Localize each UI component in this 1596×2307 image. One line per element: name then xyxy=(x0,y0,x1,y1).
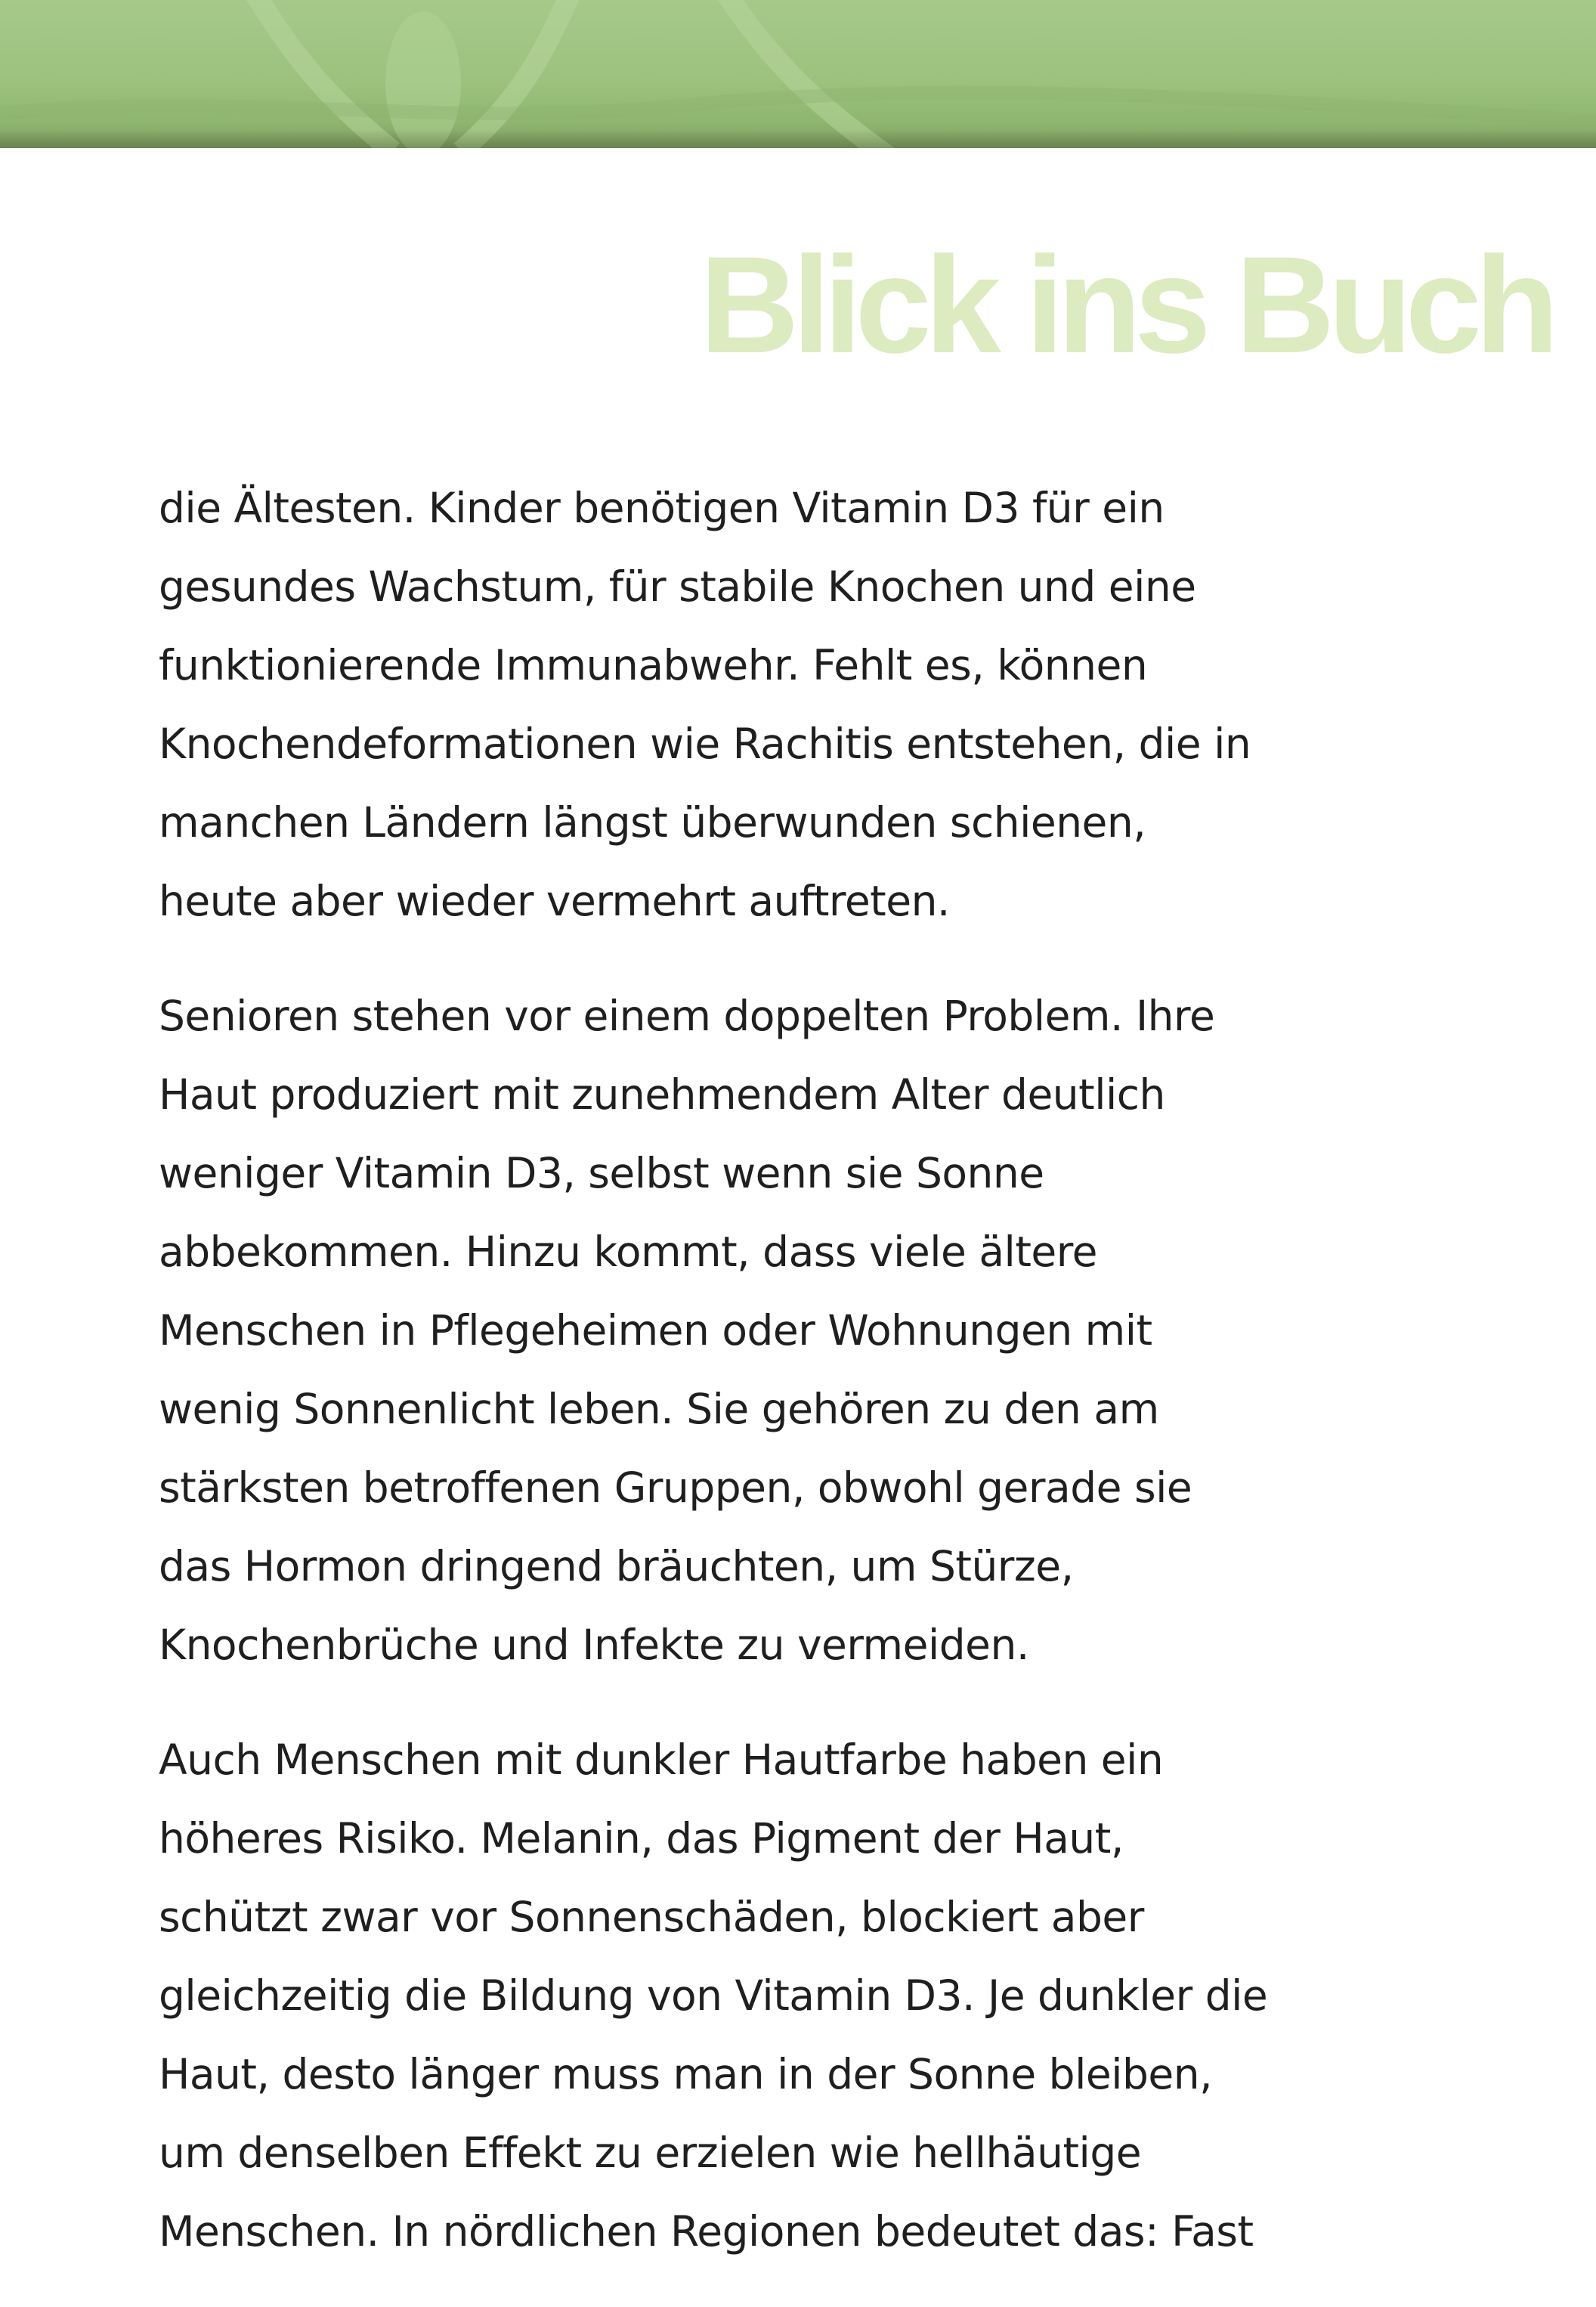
paragraph-dark-skin: Auch Menschen mit dunkler Hautfarbe haben ein höheres Risiko. Melanin, das Pigment der Haut, schützt zwar vor Sonnenschäden, blockiert aber gleichzeitig die Bildung von Vitamin D3. Je dunkler die Haut, desto länger muss man in der Sonne bleiben, um denselben Effekt zu erzielen wie hellhäutige Menschen. In nördlichen Regionen bedeutet das: Fast xyxy=(159,1736,1268,2256)
banner-shadow xyxy=(0,130,1596,148)
paragraph-seniors: Senioren stehen vor einem doppelten Problem. Ihre Haut produziert mit zunehmendem Alter deutlich weniger Vitamin D3, selbst wenn sie Sonne abbekommen. Hinzu kommt, dass viele ältere Menschen in Pflegeheimen oder Wohnungen mit wenig Sonnenlicht leben. Sie gehören zu den am stärksten betroffenen Gruppen, obwohl gerade sie das Hormon dringend bräuchten, um Stürze, Knochenbrüche und Infekte zu vermeiden. xyxy=(159,992,1215,1669)
header-banner xyxy=(0,0,1596,148)
page-title: Blick ins Buch xyxy=(699,228,1552,382)
book-excerpt xyxy=(159,469,1474,2307)
banner-pattern xyxy=(0,0,1596,148)
paragraph-children: die Ältesten. Kinder benötigen Vitamin D3 für ein gesundes Wachstum, für stabile Knochen und eine funktionierende Immunabwehr. Fehlt es, können Knochendeformationen wie Rachitis entstehen, die in manchen Ländern längst überwunden schienen, heute aber wieder vermehrt auftreten. xyxy=(159,484,1251,925)
